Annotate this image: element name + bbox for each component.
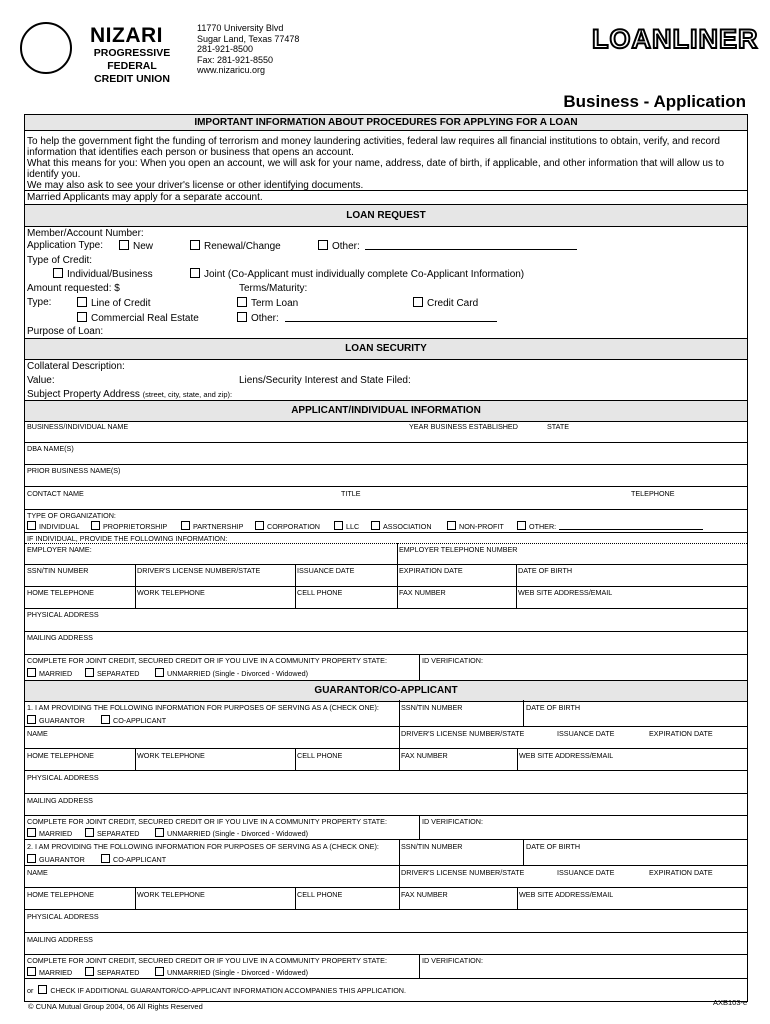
renewal-option[interactable]: Renewal/Change: [190, 240, 281, 252]
g1-guarantor-option[interactable]: GUARANTOR: [27, 715, 85, 725]
important-p2b: identify you.: [27, 169, 81, 180]
g2-work-tel: WORK TELEPHONE: [137, 890, 205, 899]
prior-names-label: PRIOR BUSINESS NAME(S): [27, 466, 121, 475]
work-tel-label: WORK TELEPHONE: [137, 588, 205, 597]
line-credit-option[interactable]: Line of Credit: [77, 297, 150, 309]
liens-label: Liens/Security Interest and State Filed:: [239, 375, 411, 386]
application-type-label: Application Type:: [27, 240, 103, 251]
g1-expiration-label: EXPIRATION DATE: [649, 729, 713, 738]
guarantor-heading: GUARANTOR/CO-APPLICANT: [25, 680, 747, 702]
loanliner-logo: LOANLINER: [592, 24, 759, 54]
org-other[interactable]: OTHER:: [517, 521, 556, 531]
collateral-label: Collateral Description:: [27, 361, 125, 372]
g2-issuance-label: ISSUANCE DATE: [557, 868, 615, 877]
title-label: TITLE: [341, 489, 361, 498]
g2-physical: PHYSICAL ADDRESS: [27, 912, 99, 921]
g1-label: 1. I AM PROVIDING THE FOLLOWING INFORMATION FOR PURPOSES OF SERVING AS A (CHECK ONE):: [27, 703, 379, 712]
phone: 281-921-8500: [197, 44, 254, 54]
g1-married[interactable]: MARRIED: [27, 828, 72, 838]
g1-cell: CELL PHONE: [297, 751, 343, 760]
mailing-label: MAILING ADDRESS: [27, 633, 93, 642]
org-corporation[interactable]: CORPORATION: [255, 521, 320, 531]
g2-expiration-label: EXPIRATION DATE: [649, 868, 713, 877]
value-label: Value:: [27, 375, 55, 386]
term-loan-option[interactable]: Term Loan: [237, 297, 298, 309]
g2-name-label: NAME: [27, 868, 48, 877]
line-credit-checkbox[interactable]: [77, 297, 87, 307]
ssn-label: SSN/TIN NUMBER: [27, 566, 89, 575]
telephone-label: TELEPHONE: [631, 489, 675, 498]
org-address: [197, 23, 299, 76]
other-option[interactable]: Other:: [318, 240, 360, 252]
g2-mailing: MAILING ADDRESS: [27, 935, 93, 944]
credit-union-logo-icon: [20, 22, 72, 74]
g2-label: 2. I AM PROVIDING THE FOLLOWING INFORMATION FOR PURPOSES OF SERVING AS A (CHECK ONE):: [27, 842, 379, 851]
important-p3: We may also ask to see your driver's license or other identifying documents.: [27, 180, 364, 191]
renewal-checkbox[interactable]: [190, 240, 200, 250]
credit-card-option[interactable]: Credit Card: [413, 297, 478, 309]
other2-line[interactable]: [285, 321, 497, 322]
commercial-checkbox[interactable]: [77, 312, 87, 322]
g1-fax: FAX NUMBER: [401, 751, 448, 760]
g1-physical: PHYSICAL ADDRESS: [27, 773, 99, 782]
g2-unmarried[interactable]: UNMARRIED (Single - Divorced - Widowed): [155, 967, 308, 977]
g2-id-verif: ID VERIFICATION:: [422, 956, 483, 965]
important-p1: To help the government fight the funding of terrorism and money laundering activities, federal law requires all financial institutions to obtain, verify, and record: [27, 136, 720, 147]
org-sub-line1: PROGRESSIVE FEDERAL: [93, 47, 171, 72]
contact-label: CONTACT NAME: [27, 489, 84, 498]
married-option[interactable]: MARRIED: [27, 668, 72, 678]
fax-label: FAX NUMBER: [399, 588, 446, 597]
separated-option[interactable]: SEPARATED: [85, 668, 139, 678]
form-code: AXB103-e: [713, 998, 748, 1007]
dob-label: DATE OF BIRTH: [518, 566, 573, 575]
g2-joint-note: COMPLETE FOR JOINT CREDIT, SECURED CREDIT OR IF YOU LIVE IN A COMMUNITY PROPERTY STATE:: [27, 956, 387, 965]
g2-coapplicant-option[interactable]: CO-APPLICANT: [101, 854, 166, 864]
g2-dob-label: DATE OF BIRTH: [526, 842, 581, 851]
terms-label: Terms/Maturity:: [239, 283, 308, 294]
other2-checkbox[interactable]: [237, 312, 247, 322]
g2-web: WEB SITE ADDRESS/EMAIL: [519, 890, 614, 899]
new-checkbox[interactable]: [119, 240, 129, 250]
g1-dl-label: DRIVER'S LICENSE NUMBER/STATE: [401, 729, 525, 738]
important-p4: Married Applicants may apply for a separate account.: [27, 192, 263, 203]
dba-label: DBA NAME(S): [27, 444, 74, 453]
employer-label: EMPLOYER NAME:: [27, 545, 92, 554]
purpose-label: Purpose of Loan:: [27, 326, 104, 337]
org-individual[interactable]: INDIVIDUAL: [27, 521, 79, 531]
address-line2: Sugar Land, Texas 77478: [197, 33, 300, 44]
g2-fax: FAX NUMBER: [401, 890, 448, 899]
g2-dl-label: DRIVER'S LICENSE NUMBER/STATE: [401, 868, 525, 877]
joint-checkbox[interactable]: [190, 268, 200, 278]
joint-note: COMPLETE FOR JOINT CREDIT, SECURED CREDIT OR IF YOU LIVE IN A COMMUNITY PROPERTY STATE:: [27, 656, 387, 665]
commercial-option[interactable]: Commercial Real Estate: [77, 312, 199, 324]
cell-label: CELL PHONE: [297, 588, 343, 597]
g1-name-label: NAME: [27, 729, 48, 738]
joint-option[interactable]: Joint (Co-Applicant must individually complete Co-Applicant Information): [190, 268, 524, 280]
g1-dob-label: DATE OF BIRTH: [526, 703, 581, 712]
applicant-heading: APPLICANT/INDIVIDUAL INFORMATION: [25, 400, 747, 422]
expiration-label: EXPIRATION DATE: [399, 566, 463, 575]
important-heading: IMPORTANT INFORMATION ABOUT PROCEDURES FOR APPLYING FOR A LOAN: [25, 115, 747, 131]
website: www.nizaricu.org: [197, 65, 266, 75]
credit-type-label: Type of Credit:: [27, 255, 93, 266]
org-name: NIZARI: [90, 24, 163, 47]
g2-ssn-label: SSN/TIN NUMBER: [401, 842, 463, 851]
copyright: © CUNA Mutual Group 2004, 06 All Rights Reserved: [28, 1002, 203, 1011]
org-proprietorship[interactable]: PROPRIETORSHIP: [91, 521, 167, 531]
g1-id-verif: ID VERIFICATION:: [422, 817, 483, 826]
org-partnership[interactable]: PARTNERSHIP: [181, 521, 243, 531]
g1-web: WEB SITE ADDRESS/EMAIL: [519, 751, 614, 760]
g1-work-tel: WORK TELEPHONE: [137, 751, 205, 760]
g2-cell: CELL PHONE: [297, 890, 343, 899]
important-p2: What this means for you: When you open an account, we will ask for your name, address, date of birth, if applicable, and other information that will allow us to: [27, 158, 725, 169]
dl-label: DRIVER'S LICENSE NUMBER/STATE: [137, 566, 261, 575]
org-subtitle: [72, 47, 192, 86]
amount-label: Amount requested: $: [27, 283, 120, 294]
new-option[interactable]: New: [119, 240, 153, 252]
g2-married[interactable]: MARRIED: [27, 967, 72, 977]
other2-option[interactable]: Other:: [237, 312, 279, 324]
org-llc[interactable]: LLC: [334, 521, 359, 531]
biz-name-label: BUSINESS/INDIVIDUAL NAME: [27, 422, 129, 431]
org-sub-line2: CREDIT UNION: [94, 73, 170, 85]
g2-guarantor-option[interactable]: GUARANTOR: [27, 854, 85, 864]
g1-coapplicant-option[interactable]: CO-APPLICANT: [101, 715, 166, 725]
member-number-label: Member/Account Number:: [27, 228, 144, 239]
term-loan-checkbox[interactable]: [237, 297, 247, 307]
physical-label: PHYSICAL ADDRESS: [27, 610, 99, 619]
g1-mailing: MAILING ADDRESS: [27, 796, 93, 805]
state-label: STATE: [547, 422, 570, 431]
fax: Fax: 281-921-8550: [197, 54, 274, 65]
page-title: Business - Application: [563, 92, 746, 111]
subject-property-label: Subject Property Address (street, city, state, and zip):: [27, 389, 233, 400]
g1-issuance-label: ISSUANCE DATE: [557, 729, 615, 738]
year-established-label: YEAR BUSINESS ESTABLISHED: [409, 422, 518, 431]
employer-tel-label: EMPLOYER TELEPHONE NUMBER: [399, 545, 518, 554]
home-tel-label: HOME TELEPHONE: [27, 588, 94, 597]
g1-home-tel: HOME TELEPHONE: [27, 751, 94, 760]
org-association[interactable]: ASSOCIATION: [371, 521, 432, 531]
id-verif-label: ID VERIFICATION:: [422, 656, 483, 665]
additional-check[interactable]: or CHECK IF ADDITIONAL GUARANTOR/CO-APPLICANT INFORMATION ACCOMPANIES THIS APPLICATION.: [27, 986, 406, 995]
g2-home-tel: HOME TELEPHONE: [27, 890, 94, 899]
loan-security-heading: LOAN SECURITY: [25, 338, 747, 360]
credit-card-checkbox[interactable]: [413, 297, 423, 307]
g1-joint-note: COMPLETE FOR JOINT CREDIT, SECURED CREDIT OR IF YOU LIVE IN A COMMUNITY PROPERTY STATE:: [27, 817, 387, 826]
type-label: Type:: [27, 297, 52, 308]
g1-unmarried[interactable]: UNMARRIED (Single - Divorced - Widowed): [155, 828, 308, 838]
individual-option[interactable]: Individual/Business: [53, 268, 153, 280]
issuance-label: ISSUANCE DATE: [297, 566, 355, 575]
if-individual-label: IF INDIVIDUAL, PROVIDE THE FOLLOWING INFORMATION:: [27, 534, 228, 543]
important-p1b: information that identifies each person or business that opens an account.: [27, 147, 354, 158]
individual-checkbox[interactable]: [53, 268, 63, 278]
g2-separated[interactable]: SEPARATED: [85, 967, 139, 977]
org-type-label: TYPE OF ORGANIZATION:: [27, 511, 116, 520]
org-other-line[interactable]: [559, 529, 703, 530]
org-nonprofit[interactable]: NON-PROFIT: [447, 521, 504, 531]
g1-ssn-label: SSN/TIN NUMBER: [401, 703, 463, 712]
application-form: [24, 114, 748, 1002]
g1-separated[interactable]: SEPARATED: [85, 828, 139, 838]
address-line1: 11770 University Blvd: [197, 23, 284, 33]
unmarried-option[interactable]: UNMARRIED (Single - Divorced - Widowed): [155, 668, 308, 678]
loan-request-heading: LOAN REQUEST: [25, 204, 747, 227]
other-line[interactable]: [365, 249, 577, 250]
web-label: WEB SITE ADDRESS/EMAIL: [518, 588, 613, 597]
other-checkbox[interactable]: [318, 240, 328, 250]
